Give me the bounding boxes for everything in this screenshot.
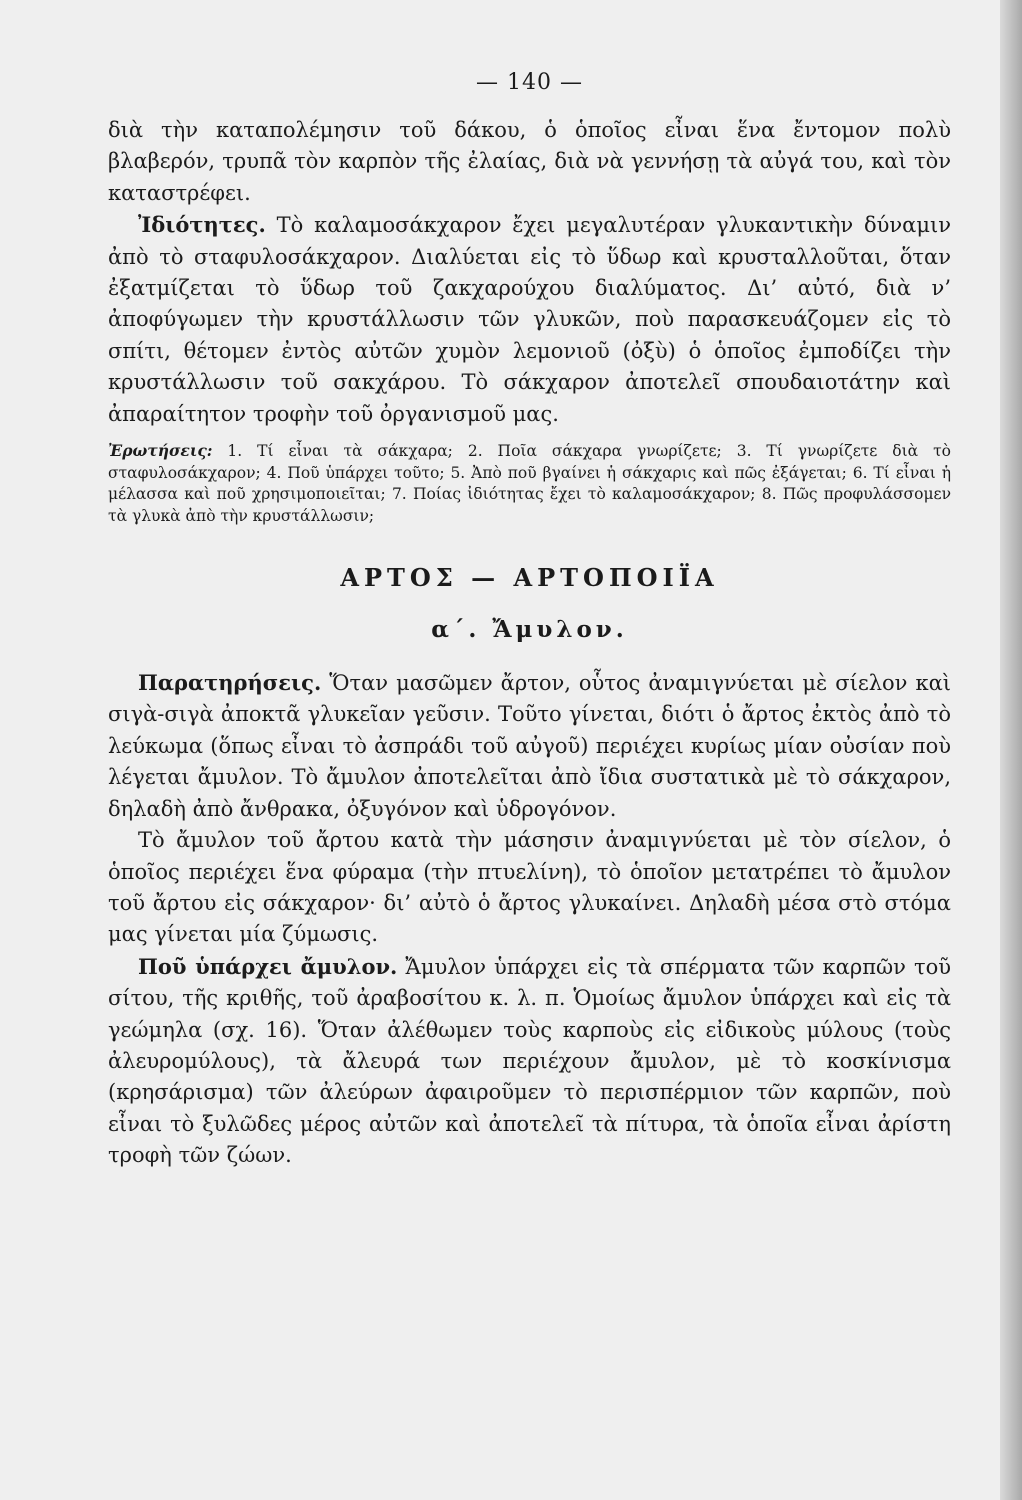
observations-text: Ὅταν μασῶμεν ἄρτον, οὗτος ἀναμιγνύεται μὲ σίελον καὶ σιγὰ-σιγὰ ἀποκτᾶ γλυκεῖαν γεῦσιν. Τοῦτο γίνεται, διότι ὁ ἄρτος ἐκτὸς ἀπὸ τὸ λεύκωμα (ὅπως εἶναι τὸ ἀσπράδι τοῦ αὐγοῦ) περιέχει κυρίως μίαν οὐσίαν ποὺ λέγεται ἄμυλον. Τὸ ἄμυλον ἀποτελεῖται ἀπὸ ἴδια συστατικὰ μὲ τὸ σάκχαρον, δηλαδὴ ἀπὸ ἄνθρακα, ὀξυγόνον καὶ ὑδρογόνον.: [108, 671, 951, 821]
paragraph-where-starch: [108, 951, 951, 1172]
observations-heading: Παρατηρήσεις.: [138, 670, 322, 696]
properties-heading: Ἰδιότητες.: [138, 212, 266, 238]
questions-block: [108, 440, 951, 527]
paragraph-chewing: Τὸ ἄμυλον τοῦ ἄρτου κατὰ τὴν μάσησιν ἀναμιγνύεται μὲ τὸν σίελον, ὁ ὁποῖος περιέχει ἕνα φύραμα (τὴν πτυελίνη), τὸ ὁποῖον μετατρέπει τὸ ἄμυλον τοῦ ἄρτου εἰς σάκχαρον· δι’ αὐτὸ ὁ ἄρτος γλυκαίνει. Δηλαδὴ μέσα στὸ στόμα μας γίνεται μία ζύμωσις.: [108, 828, 951, 947]
where-starch-heading: Ποῦ ὑπάρχει ἄμυλον.: [138, 953, 398, 979]
properties-text: Τὸ καλαμοσάκχαρον ἔχει μεγαλυτέραν γλυκαντικὴν δύναμιν ἀπὸ τὸ σταφυλοσάκχαρον. Διαλύεται εἰς τὸ ὕδωρ καὶ κρυσταλλοῦται, ὅταν ἐξατμίζεται τὸ ὕδωρ τοῦ ζακχαρούχου διαλύματος. Δι’ αὐτό, διὰ ν’ ἀποφύγωμεν τὴν κρυστάλλωσιν τῶν γλυκῶν, ποὺ παρασκευάζομεν εἰς τὸ σπίτι, θέτομεν ἐντὸς αὐτῶν χυμὸν λεμονιοῦ (ὀξὺ) ὁ ὁποῖος ἐμποδίζει τὴν κρυστάλλωσιν τοῦ σακχάρου. Τὸ σάκχαρον ἀποτελεῖ σπουδαιοτάτην καὶ ἀπαραίτητον τροφὴν τοῦ ὀργανισμοῦ μας.: [108, 213, 951, 426]
page-number: — 140 —: [476, 70, 583, 95]
subsection-title: α΄. Ἄμυλον.: [431, 616, 628, 644]
paragraph-observations: [108, 667, 951, 825]
section-title: ΑΡΤΟΣ — ΑΡΤΟΠΟΙΪΑ: [340, 563, 719, 593]
questions-heading: Ἐρωτήσεις:: [108, 441, 213, 461]
paragraph-properties: [108, 209, 951, 430]
where-starch-text: Ἄμυλον ὑπάρχει εἰς τὰ σπέρματα τῶν καρπῶν τοῦ σίτου, τῆς κριθῆς, τοῦ ἀραβοσίτου κ. λ. π. Ὁμοίως ἄμυλον ὑπάρχει καὶ εἰς τὰ γεώμηλα (σχ. 16). Ὅταν ἀλέθωμεν τοὺς καρποὺς εἰς εἰδικοὺς μύλους (τοὺς ἀλευρομύλους), τὰ ἄλευρά των περιέχουν ἄμυλον, μὲ τὸ κοσκίνισμα (κρησάρισμα) τῶν ἀλεύρων ἀφαιροῦμεν τὸ περισπέρμιον τῶν καρπῶν, ποὺ εἶναι τὸ ξυλῶδες μέρος αὐτῶν καὶ ἀποτελεῖ τὰ πίτυρα, τὰ ὁποῖα εἶναι ἀρίστη τροφὴ τῶν ζώων.: [108, 954, 951, 1168]
page-content: [108, 70, 951, 1172]
page-edge-shadow: [1000, 0, 1022, 1500]
paragraph-dakos: διὰ τὴν καταπολέμησιν τοῦ δάκου, ὁ ὁποῖος εἶναι ἕνα ἔντομον πολὺ βλαβερόν, τρυπᾶ τὸν καρπὸν τῆς ἐλαίας, διὰ νὰ γεννήσῃ τὰ αὐγά του, καὶ τὸν καταστρέφει.: [108, 118, 951, 205]
questions-text: 1. Τί εἶναι τὰ σάκχαρα; 2. Ποῖα σάκχαρα γνωρίζετε; 3. Τί γνωρίζετε διὰ τὸ σταφυλοσάκχαρον; 4. Ποῦ ὑπάρχει τοῦτο; 5. Ἀπὸ ποῦ βγαίνει ἡ σάκχαρις καὶ πῶς ἐξάγεται; 6. Τί εἶναι ἡ μέλασσα καὶ ποῦ χρησιμοποιεῖται; 7. Ποίας ἰδιότητας ἔχει τὸ καλαμοσάκχαρον; 8. Πῶς προφυλάσσομεν τὰ γλυκὰ ἀπὸ τὴν κρυστάλλωσιν;: [108, 442, 951, 525]
